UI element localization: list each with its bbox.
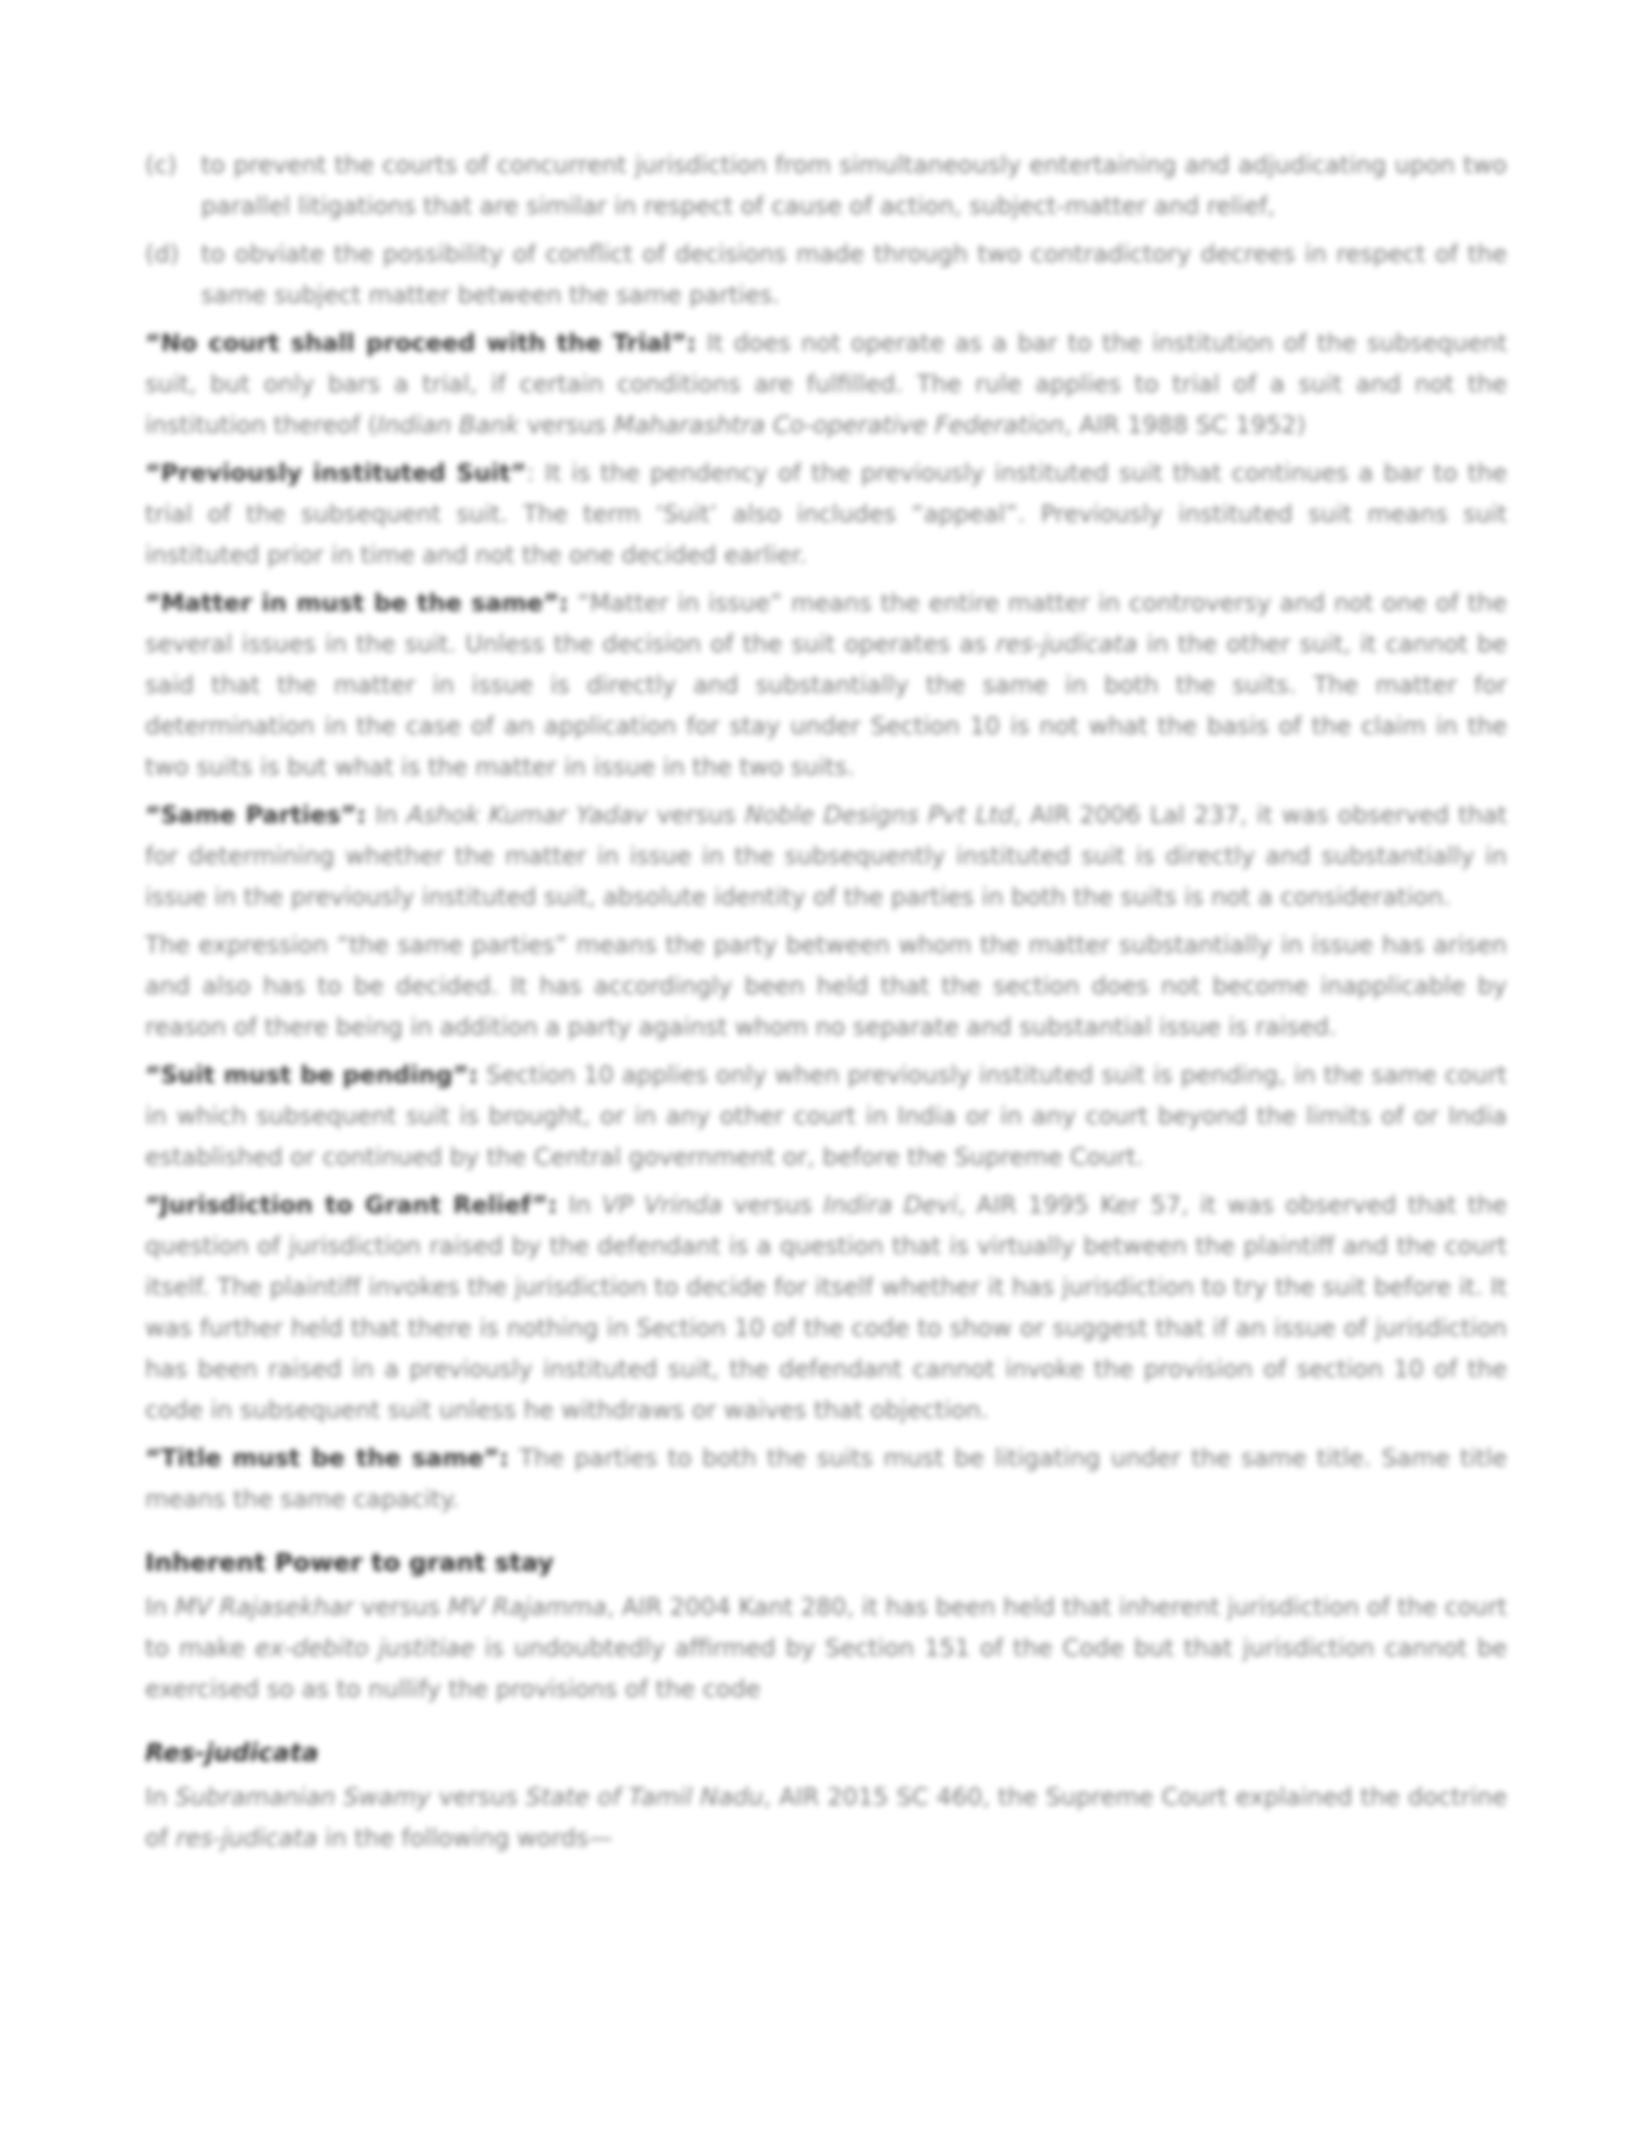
paragraph-no-court-shall-proceed (145, 323, 1507, 446)
paragraph-term: “Jurisdiction to Grant Relief”: (145, 1191, 558, 1219)
section-heading-inherent-power: Inherent Power to grant stay (145, 1548, 554, 1577)
paragraph-title-must-be-the-same (145, 1438, 1507, 1520)
paragraph-text: versus (430, 1783, 526, 1811)
case-name: MV Rajamma (447, 1593, 607, 1621)
paragraph-previously-instituted-suit (145, 453, 1507, 576)
case-name: Noble Designs Pvt Ltd (744, 801, 1014, 829)
paragraph-matter-in-issue (145, 583, 1507, 788)
paragraph-text: is undoubtedly affirmed by Section 151 of the Code but that jurisdiction cannot be exercised so as to nullify the provisions of the code (145, 1634, 1508, 1703)
paragraph-term: “Suit must be pending”: (145, 1061, 479, 1089)
paragraph-text: in the following words— (317, 1824, 613, 1852)
paragraph-text: It does not operate as a bar to the institution of the subsequent suit, but only bars a trial, if certain conditions are fulfilled. The rule applies to trial of a suit and not the institution thereof ( (145, 329, 1507, 439)
case-name: Indian Bank (377, 411, 520, 439)
paragraph-term: “Matter in must be the same”: (145, 589, 569, 617)
case-name: State of Tamil Nadu (525, 1783, 764, 1811)
paragraph-text: The parties to both the suits must be litigating under the same title. Same title means the same capacity. (145, 1444, 1508, 1513)
list-text: to prevent the courts of concurrent jurisdiction from simultaneously entertaining and adjudicating upon two parallel litigations that are similar in respect of cause of action, subject-matter and relief, (201, 151, 1507, 220)
paragraph-term: “Title must be the same”: (145, 1444, 509, 1472)
paragraph-same-parties (145, 795, 1507, 918)
paragraph-res-judicata (145, 1777, 1507, 1859)
paragraph-text: , AIR 2004 Kant 280, it has been held that inherent jurisdiction of the court to make (145, 1593, 1508, 1662)
case-name: VP Vrinda (601, 1191, 723, 1219)
paragraph-jurisdiction-to-grant-relief (145, 1185, 1507, 1431)
paragraph-term: “Same Parties”: (145, 801, 367, 829)
document-body (145, 145, 1507, 1866)
paragraph-term: “Previously instituted Suit” (145, 459, 527, 487)
paragraph-text: In (145, 1593, 175, 1621)
paragraph-text: versus (519, 411, 614, 439)
list-item-d (145, 234, 1507, 316)
list-marker: (d) (145, 240, 179, 268)
paragraph-text: in the other suit, it cannot be said that the matter in issue is directly and substantially the same in both the suits. The matter for determination in the case of an application for stay under Section 10 is not what the basis of the claim in the two suits is but what is the matter in issue in the two suits. (145, 630, 1507, 781)
case-name: Maharashtra Co-operative Federation (613, 411, 1065, 439)
case-name: MV Rajasekhar (174, 1593, 354, 1621)
paragraph-text: , AIR 1995 Ker 57, it was observed that the question of jurisdiction raised by the defendant is a question that is virtually between the plaintiff and the court itself. The plaintiff invokes the jurisdiction to decide for itself whether it has jurisdiction to try the suit before it. It was further held that there is nothing in Section 10 of the code to show or suggest that if an issue of jurisdiction has been raised in a previously instituted suit, the defendant cannot invoke the provision of section 10 of the code in subsequent suit unless he withdraws or waives that objection. (145, 1191, 1508, 1424)
list-item-c (145, 145, 1507, 227)
legal-term: res-judicata (175, 1824, 318, 1852)
paragraph-inherent-power (145, 1587, 1507, 1710)
section-heading-res-judicata: Res-judicata (145, 1738, 319, 1767)
paragraph-term: “No court shall proceed with the Trial”: (145, 329, 697, 357)
paragraph-text: , AIR 2015 SC 460, the Supreme Court explained the doctrine of (145, 1783, 1508, 1852)
list-marker: (c) (145, 151, 177, 179)
paragraph-text: versus (722, 1191, 824, 1219)
case-name: Ashok Kumar Yadav (406, 801, 648, 829)
legal-term: res-judicata (995, 630, 1138, 658)
paragraph-text: , AIR 1988 SC 1952) (1064, 411, 1306, 439)
case-name: Indira Devi (823, 1191, 958, 1219)
paragraph-text: , AIR 2006 Lal 237, it was observed that for determining whether the matter in issue in the subsequently instituted suit is directly and substantially in issue in the previously instituted suit, absolute identity of the parties in both the suits is not a consideration. (145, 801, 1508, 911)
paragraph-text: In (366, 801, 407, 829)
paragraph-text: versus (647, 801, 745, 829)
paragraph-suit-must-be-pending (145, 1055, 1507, 1178)
paragraph-text: Section 10 applies only when previously instituted suit is pending, in the same court in which subsequent suit is brought, or in any other court in India or in any court beyond the limits of or India established or continued by the Central government or, before the Supreme Court. (145, 1061, 1507, 1171)
paragraph-text: versus (353, 1593, 448, 1621)
list-text: to obviate the possibility of conflict of decisions made through two contradictory decrees in respect of the same subject matter between the same parties. (201, 240, 1507, 309)
paragraph-text: In (557, 1191, 602, 1219)
paragraph-same-parties-expression (145, 925, 1507, 1048)
paragraph-text: : It is the pendency of the previously instituted suit that continues a bar to the trial of the subsequent suit. The term ‘Suit’ also includes “appeal”. Previously instituted suit means suit instituted prior in time and not the one decided earlier. (145, 459, 1508, 569)
case-name: Subramanian Swamy (175, 1783, 431, 1811)
paragraph-text: “Matter in issue” means the entire matter in controversy and not one of the several issues in the suit. Unless the decision of the suit operates as (145, 589, 1508, 658)
paragraph-text: In (145, 1783, 176, 1811)
legal-term: ex-debito justitiae (255, 1634, 475, 1662)
paragraph-text: The expression “the same parties” means the party between whom the matter substantially in issue has arisen and also has to be decided. It has accordingly been held that the section does not become inapplicable by reason of there being in addition a party against whom no separate and substantial issue is raised. (145, 931, 1507, 1041)
